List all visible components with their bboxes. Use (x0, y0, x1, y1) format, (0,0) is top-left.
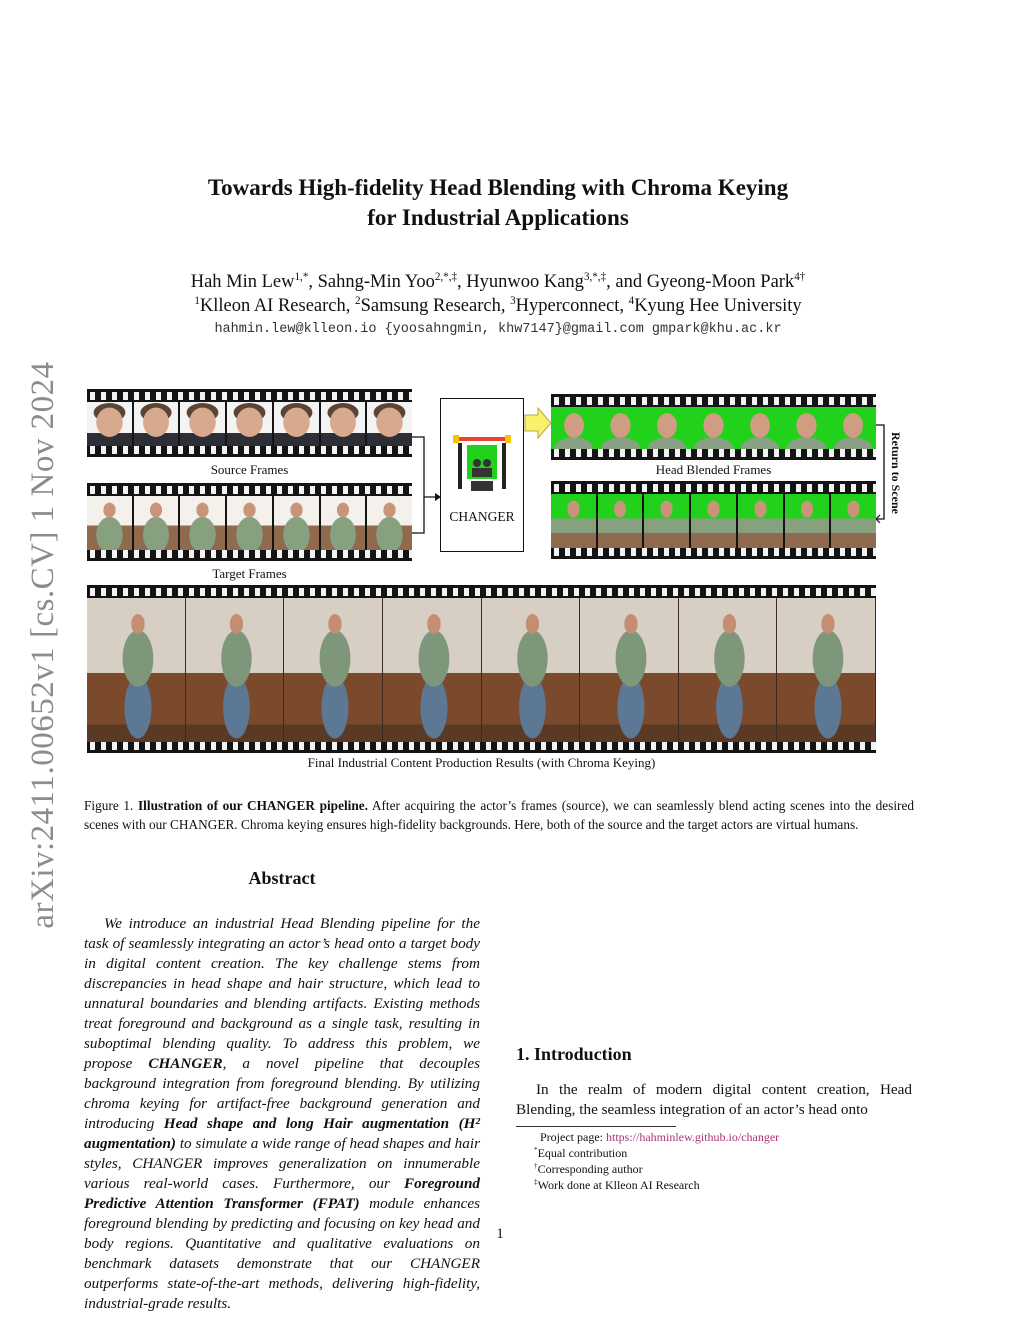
footnotes: Project page: https://hahminlew.github.io/changer *Equal contribution †Corresponding author ‡Work done at Klleon AI Research (534, 1130, 780, 1192)
head-blended-strip (551, 394, 876, 460)
pipeline-figure (84, 385, 914, 780)
keyed-body-strip (551, 481, 876, 559)
abstract-bold: (H² augmentation) (84, 1115, 480, 1152)
arrow-icon (524, 407, 552, 439)
final-results-strip (87, 585, 876, 753)
page-number: 1 (496, 1226, 504, 1242)
source-frame (87, 402, 132, 446)
caption-text: After acquiring the actor’s frames (source), we can seamlessly blend acting scenes into the desired scenes with our CHANGER. Chroma keying ensures high-fidelity backgrounds. Here, both of the source and the target actors are virtual humans. (84, 798, 915, 832)
affil-name: Kyung Hee University (634, 296, 802, 316)
caption-bold: Illustration of our CHANGER pipeline. (138, 798, 368, 813)
keyed-frame (551, 494, 596, 548)
abstract-bold: (FPAT) (312, 1195, 360, 1212)
footnote-equal: Equal contribution (537, 1146, 628, 1160)
final-frame (482, 598, 581, 742)
affil-num: 1 (194, 294, 200, 307)
source-frames-label: Source Frames (210, 462, 289, 477)
keyed-frame (691, 494, 736, 548)
target-frame (274, 496, 319, 550)
author-mark: 2,*,‡ (434, 270, 458, 283)
source-frame (227, 402, 272, 446)
author-list: Hah Min Lew$^{1,*}$, Sahng-Min Yoo$^{2,*,\ddagger}$, Hyunwoo Kang$^{3,*,\ddagger}$, and Gyeong-Moon Park$^{4\dagger}$ (190, 270, 806, 292)
target-frames-strip (87, 483, 412, 561)
blended-frame (830, 407, 876, 449)
source-frames-strip (87, 389, 412, 457)
footnote-work: Work done at Klleon AI Research (537, 1178, 700, 1192)
final-frame (580, 598, 679, 742)
source-frame (321, 402, 366, 446)
paper-title (100, 173, 896, 233)
project-page-label: Project page: (540, 1130, 603, 1144)
target-frame (134, 496, 179, 550)
footnote-rule (516, 1126, 676, 1127)
blended-frame (690, 407, 736, 449)
final-frame (186, 598, 285, 742)
target-frame (367, 496, 412, 550)
abstract-heading: Abstract (248, 868, 316, 888)
abstract-text: We introduce an industrial Head Blending pipeline for the task of seamlessly integrating an actor’s head onto a target body in digital content creation. The key challenge stems from discrepancies in head shape and hair structure, which lead to unnatural boundaries and blending artifacts. Existing methods treat foreground and background as a single task, resulting in suboptimal blending quality. To address this problem, we propose (84, 915, 480, 1072)
keyed-frame (831, 494, 876, 548)
final-frame (679, 598, 778, 742)
affil-name: Samsung Research (360, 296, 501, 316)
title-line-1: Towards High-fidelity Head Blending with Chroma Keying (207, 175, 789, 200)
blended-frame (783, 407, 829, 449)
connector-lines (412, 425, 442, 535)
target-frame (87, 496, 132, 550)
author-name: Gyeong-Moon Park (646, 272, 795, 292)
keyed-frame (598, 494, 643, 548)
final-results-label: Final Industrial Content Production Results (with Chroma Keying) (307, 755, 656, 770)
abstract-text: , a novel pipeline that decouples background integration from foreground blending. By utilizing chroma keying for artifact-free background generation and introducing (84, 1055, 480, 1132)
emails: hahmin.lew@klleon.io {yoosahngmin, khw7147}@gmail.com gmpark@khu.ac.kr (214, 322, 782, 337)
author-mark: 4† (794, 270, 806, 283)
abstract-text: module enhances foreground blending by predicting and focusing on key head and body regions. Quantitative and qualitative evaluations on benchmark datasets demonstrate that our CHANGER outperforms state-of-the-art methods, delivering high-fidelity, industrial-grade results. (84, 1195, 480, 1312)
source-frame (134, 402, 179, 446)
intro-text: In the realm of modern digital content creation, Head Blending, the seamless integration of an actor’s head onto (516, 1081, 912, 1118)
target-frames-label: Target Frames (212, 566, 287, 581)
abstract-bold: Foreground Predictive Attention Transformer (84, 1175, 481, 1212)
target-frame (227, 496, 272, 550)
title-line-2: for Industrial Applications (367, 205, 629, 230)
blended-frame (597, 407, 643, 449)
target-frame (180, 496, 225, 550)
authors-and: and (615, 272, 643, 292)
figure-caption (84, 797, 914, 834)
abstract-bold: CHANGER (148, 1055, 223, 1072)
target-frame (321, 496, 366, 550)
source-frame (367, 402, 412, 446)
head-blended-label: Head Blended Frames (655, 462, 772, 477)
affil-num: 3 (510, 294, 516, 307)
final-frame (383, 598, 482, 742)
author-name: Hyunwoo Kang (466, 272, 584, 292)
abstract-body (84, 914, 480, 1314)
arxiv-side-label: arXiv:2411.00652v1 [cs.CV] 1 Nov 2024 (25, 361, 61, 929)
final-frame (87, 598, 186, 742)
caption-prefix: Figure 1. (84, 798, 134, 813)
studio-icon (447, 433, 517, 499)
author-name: Hah Min Lew (190, 272, 295, 292)
blended-frame (551, 407, 597, 449)
affil-name: Hyperconnect (515, 296, 620, 316)
source-frame (274, 402, 319, 446)
author-mark: 3,*,‡ (583, 270, 607, 283)
abstract-bold: Head shape and long Hair augmentation (163, 1115, 450, 1132)
changer-label: CHANGER (449, 509, 515, 524)
changer-box (440, 398, 524, 552)
project-page-link[interactable]: https://hahminlew.github.io/changer (605, 1130, 780, 1144)
keyed-frame (644, 494, 689, 548)
blended-frame (737, 407, 783, 449)
abstract-text: to simulate a wide range of head shapes and hair styles, CHANGER improves generalization on innumerable various real-world cases. Furthermore, our (84, 1135, 480, 1192)
return-to-scene-label: Return to Scene (889, 432, 903, 514)
affil-num: 2 (355, 294, 361, 307)
keyed-frame (738, 494, 783, 548)
affiliations: $^1$Klleon AI Research, $^2$Samsung Research, $^3$Hyperconnect, $^4$Kyung Hee University (194, 294, 802, 316)
affil-num: 4 (628, 294, 635, 307)
footnote-corresponding: Corresponding author (537, 1162, 643, 1176)
source-frame (180, 402, 225, 446)
author-mark: 1,* (294, 270, 309, 283)
author-name: Sahng-Min Yoo (317, 272, 435, 292)
blended-frame (644, 407, 690, 449)
intro-heading: 1. Introduction (516, 1044, 632, 1064)
keyed-frame (785, 494, 830, 548)
final-frame (777, 598, 876, 742)
affil-name: Klleon AI Research (199, 296, 346, 316)
final-frame (284, 598, 383, 742)
